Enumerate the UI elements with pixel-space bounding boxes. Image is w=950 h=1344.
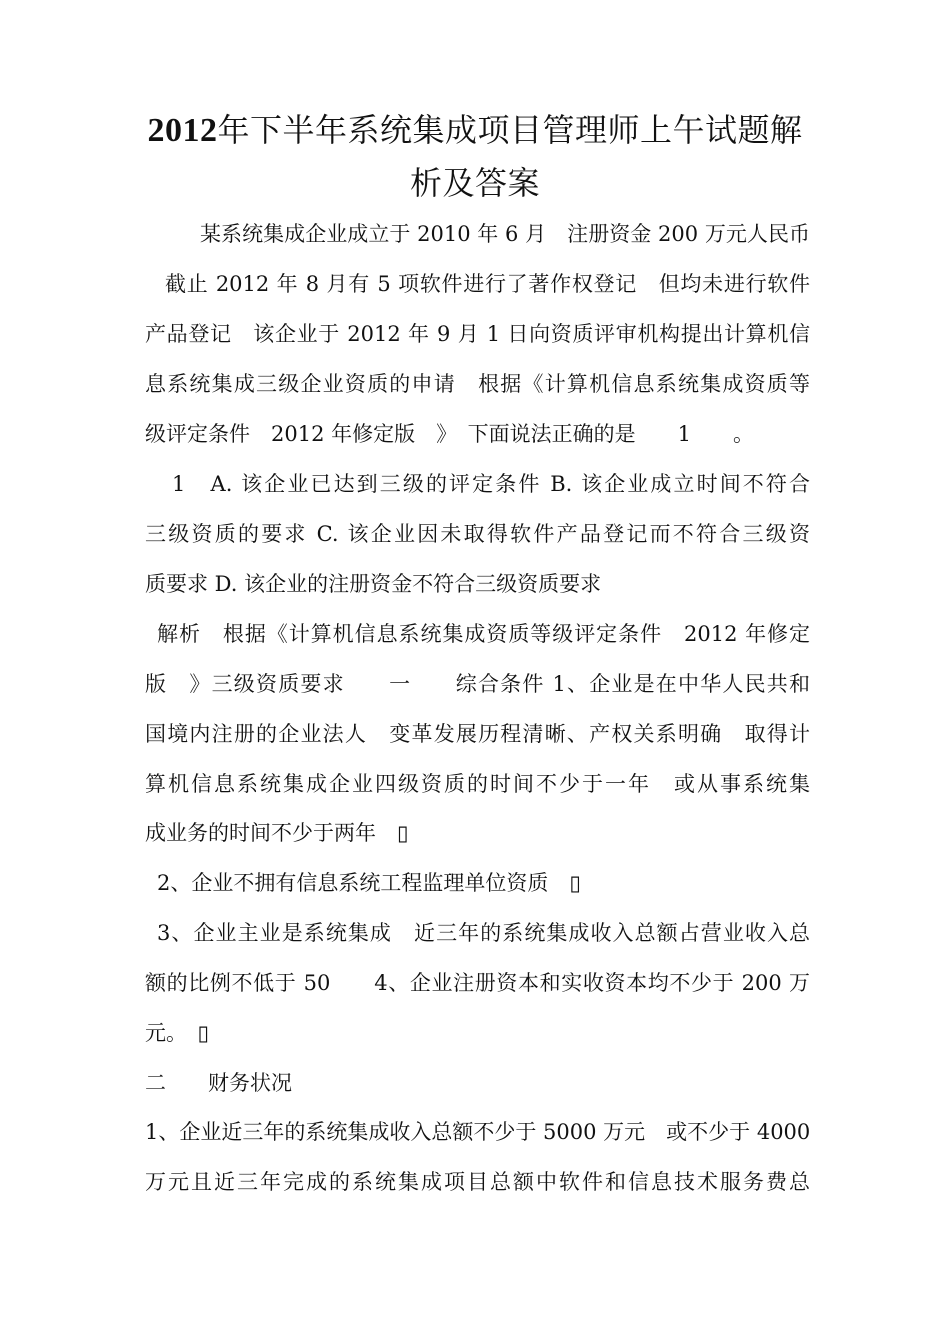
body-line: 额的比例不低于 50 4、企业注册资本和实收资本均不少于 200 万 [145,971,810,995]
section-heading: 二 财务状况 [145,1071,292,1095]
body-line: 截止 2012 年 8 月有 5 项软件进行了著作权登记 但均未进行软件 [165,272,810,296]
title-line1-text: 年下半年系统集成项目管理师上午试题解 [217,111,803,149]
title-line2-text: 析及答案 [409,164,540,202]
body-line: 成业务的时间不少于两年 ▯ [145,821,409,845]
body-line: 三级资质的要求 C. 该企业因未取得软件产品登记而不符合三级资 [145,522,810,546]
body-line: 1 A. 该企业已达到三级的评定条件 B. 该企业成立时间不符合 [172,472,810,496]
body-line: 解析 根据《计算机信息系统集成资质等级评定条件 2012 年修定 [157,622,810,646]
body-line: 元。 ▯ [145,1021,210,1045]
body-line: 某系统集成企业成立于 2010 年 6 月 注册资金 200 万元人民币 [200,222,810,246]
document-title [100,104,850,209]
body-line: 算机信息系统集成企业四级资质的时间不少于一年 或从事系统集 [145,772,810,796]
body-line: 3、企业主业是系统集成 近三年的系统集成收入总额占营业收入总 [157,921,810,945]
body-line: 版 》三级资质要求 一 综合条件 1、企业是在中华人民共和 [145,672,810,696]
body-line: 2、企业不拥有信息系统工程监理单位资质 ▯ [157,871,581,895]
body-line: 国境内注册的企业法人 变革发展历程清晰、产权关系明确 取得计 [145,722,810,746]
body-line: 产品登记 该企业于 2012 年 9 月 1 日向资质评审机构提出计算机信 [145,322,810,346]
body-line: 质要求 D. 该企业的注册资金不符合三级资质要求 [145,572,602,596]
body-line: 1、企业近三年的系统集成收入总额不少于 5000 万元 或不少于 4000 [145,1120,810,1144]
title-year: 2012 [147,112,218,149]
body-line: 级评定条件 2012 年修定版 》 下面说法正确的是 1 。 [145,422,754,446]
body-line: 万元且近三年完成的系统集成项目总额中软件和信息技术服务费总 [145,1170,810,1194]
body-line: 息系统集成三级企业资质的申请 根据《计算机信息系统集成资质等 [145,372,810,396]
